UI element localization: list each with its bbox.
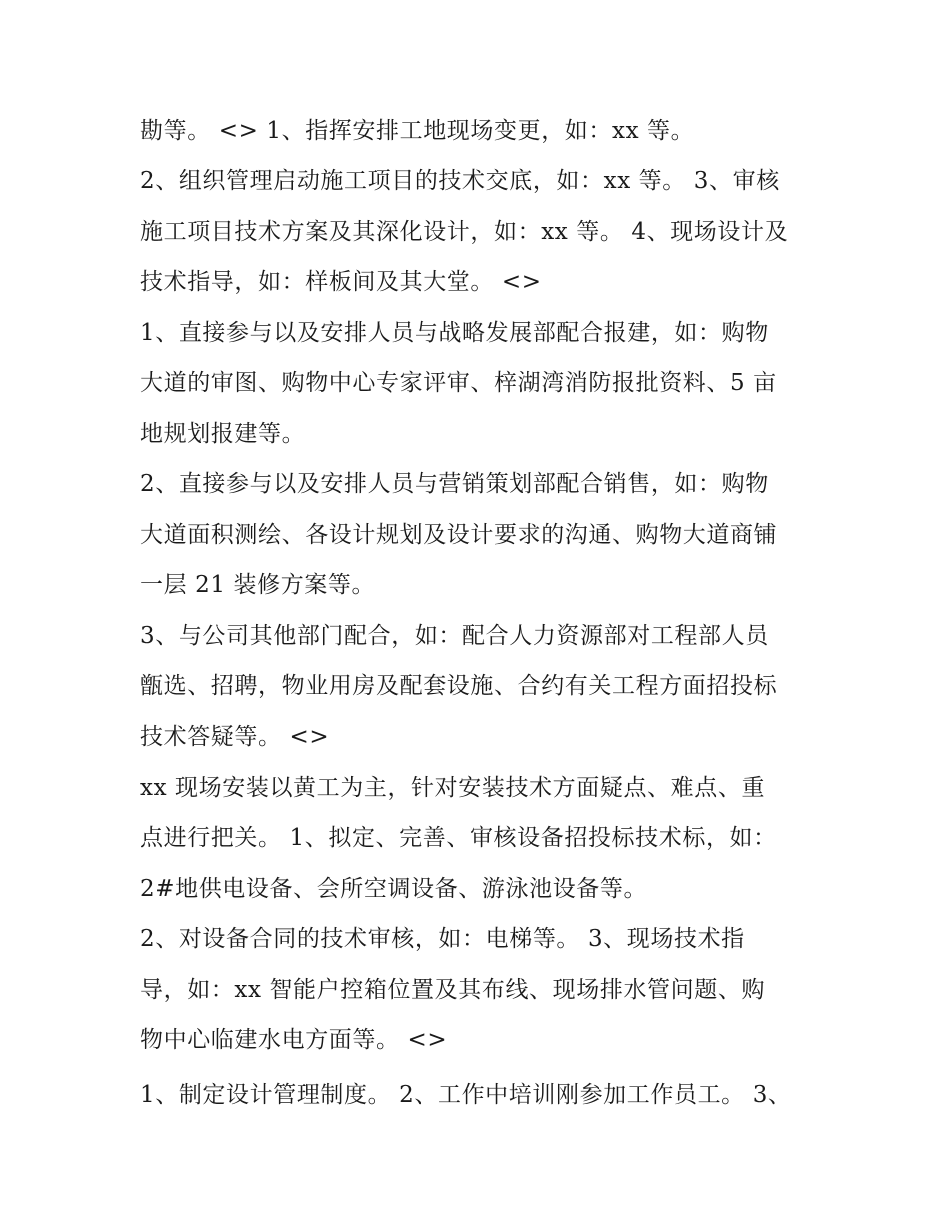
text-line: 大道面积测绘、各设计规划及设计要求的沟通、购物大道商铺 [140, 522, 778, 548]
text-line: 甑选、招聘，物业用房及配套设施、合约有关工程方面招投标 [140, 673, 778, 699]
text-line: 导，如：xx 智能户控箱位置及其布线、现场排水管问题、购 [140, 977, 766, 1003]
text-line: 勘等。 <> 1、指挥安排工地现场变更，如：xx 等。 [140, 118, 695, 144]
text-line: 2、直接参与以及安排人员与营销策划部配合销售，如：购物 [140, 471, 769, 497]
text-line: 物中心临建水电方面等。 <> [140, 1027, 448, 1053]
text-line: 1、直接参与以及安排人员与战略发展部配合报建，如：购物 [140, 320, 769, 346]
text-line: 2#地供电设备、会所空调设备、游泳池设备等。 [140, 876, 648, 902]
text-line: 地规划报建等。 [140, 421, 306, 447]
text-line: 2、对设备合同的技术审核，如：电梯等。 3、现场技术指 [140, 926, 745, 952]
text-line: 3、与公司其他部门配合，如：配合人力资源部对工程部人员 [140, 623, 769, 649]
text-line: 大道的审图、购物中心专家评审、梓湖湾消防报批资料、5 亩 [140, 370, 777, 396]
text-line: 2、组织管理启动施工项目的技术交底，如：xx 等。 3、审核 [140, 168, 780, 194]
text-line: 施工项目技术方案及其深化设计，如：xx 等。 4、现场设计及 [140, 219, 789, 245]
text-line: 一层 21 装修方案等。 [140, 572, 376, 598]
text-line: 技术答疑等。 <> [140, 724, 330, 750]
text-line: 1、制定设计管理制度。 2、工作中培训刚参加工作员工。 3、 [140, 1082, 792, 1108]
text-line: xx 现场安装以黄工为主，针对安装技术方面疑点、难点、重 [140, 775, 766, 801]
text-line: 点进行把关。 1、拟定、完善、审核设备招投标技术标，如： [140, 825, 777, 851]
text-line: 技术指导，如：样板间及其大堂。 <> [140, 269, 542, 295]
